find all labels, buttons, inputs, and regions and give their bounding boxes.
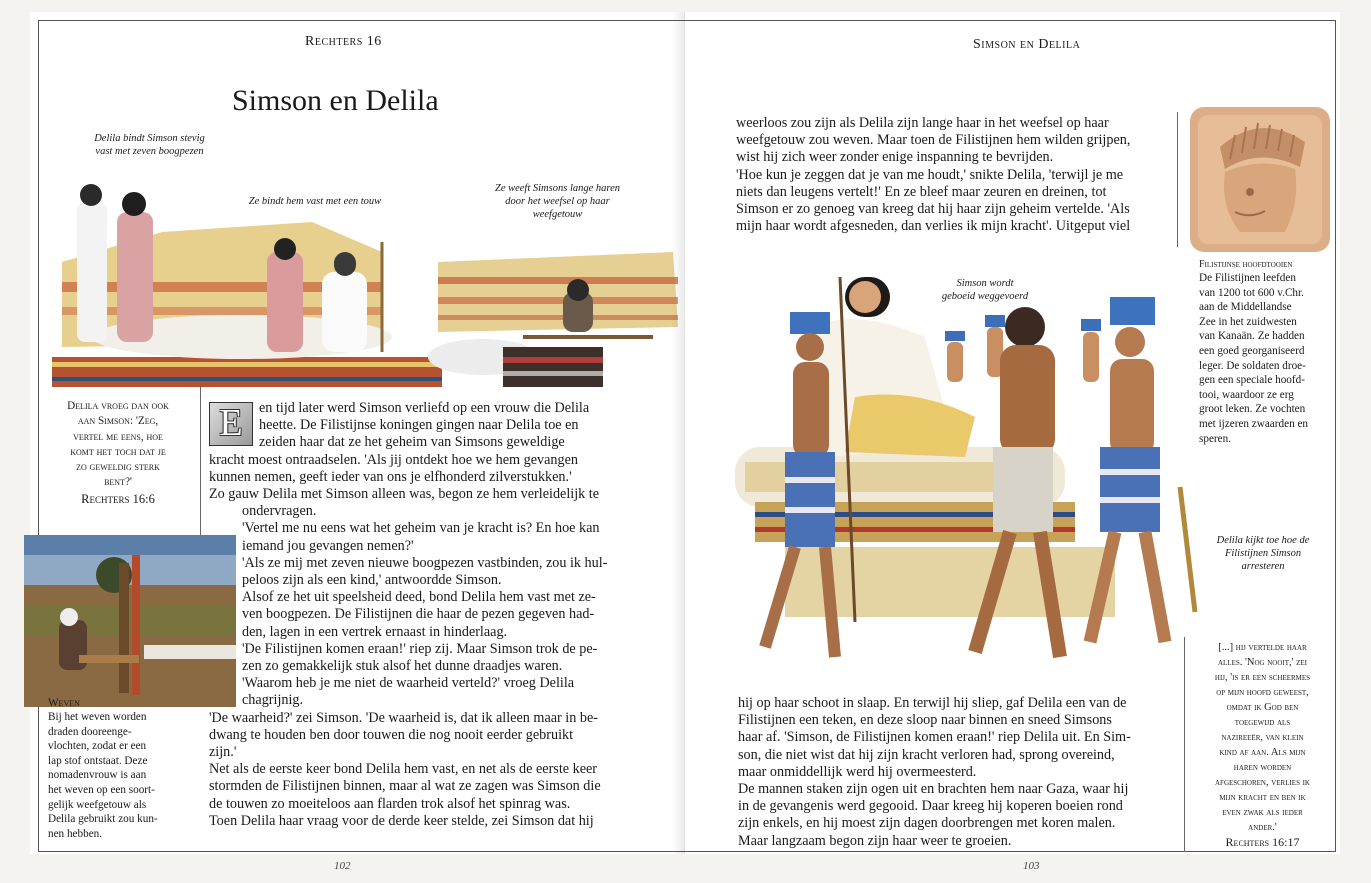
body-line: en tijd later werd Simson verliefd op een vrouw die Delila [259,400,590,416]
body-line: ondervragen. [242,503,317,520]
quote-line: komt het toch dat je [70,445,166,458]
right-body-bottom [738,695,1168,850]
headdress-sidebar [1199,258,1324,446]
body-line: weefgetouw zou weven. Maar toen de Filistijnen hem wilden grijpen, [736,132,1131,149]
quote-reference: Rechters 16:6 [81,491,155,506]
headdress-line: met ijzeren zwaarden en [1199,417,1309,430]
body-line: Alsof ze het uit speelsheid deed, bond Delila hem vast met ze- [242,589,596,606]
headdress-line: tooi, waardoor ze erg [1199,388,1294,401]
body-line: Maar langzaam begon zijn haar weer te groeien. [738,832,1012,849]
body-line: zeiden haar dat ze het geheim van Simsons geweldige [259,434,565,451]
body-line: son, die niet wist dat hij zijn kracht verloren had, sprong overeind, [738,746,1115,763]
weven-line: vlochten, zodat er een [48,740,147,753]
weven-line: lap stof ontstaat. Deze [48,754,148,767]
caption-delila-watches: Delila kijkt toe hoe de Filistijnen Simson arresteren [1216,535,1310,572]
illustration-arrest-scene [725,247,1215,682]
caption-simson-led-away: Simson wordt geboeid weggevoerd [941,278,1029,302]
headdress-line: Zee in het zuidwesten [1199,315,1297,328]
body-line: 'De waarheid?' zei Simson. 'De waarheid is, dat ik alleen maar in be- [209,709,599,726]
body-line: Filistijnen een teken, en deze sloop naar binnen en sneed Simsons [738,712,1112,729]
quote-line: op mijn hoofd geweest, [1216,687,1309,698]
body-line: Zo gauw Delila met Simson alleen was, begon ze hem verleidelijk te [209,486,600,503]
weven-line: Delila gebruikt zou kun- [48,813,158,826]
body-line: dwang te houden ben door touwen die nog nooit eerder gebruikt [209,726,574,743]
body-line: 'Vertel me nu eens wat het geheim van je kracht is? En hoe kan [242,520,600,537]
headdress-line: speren. [1199,432,1231,445]
quote-rule-right [1184,637,1185,852]
quote-line: toegewijd als [1234,717,1291,728]
body-line: kracht moest ontraadselen. 'Als jij ontdekt hoe we hem gevangen [209,451,578,468]
right-body-top [736,115,1166,235]
quote-line: even zwak als ieder [1222,807,1303,818]
left-running-head: Rechters 16 [305,34,382,49]
quote-right [1190,640,1335,850]
weven-line: het weven op een soort- [48,783,155,796]
page-title: Simson en Delila [232,84,439,117]
quote-line: afgeschoren, verlies ik [1215,777,1310,788]
quote-line: hij, 'is er een scheermes [1214,672,1311,683]
headdress-line: van 1200 tot 600 v.Chr. [1199,286,1304,299]
quote-line: Delila vroeg dan ook [67,400,169,412]
body-line: stormden de Filistijnen binnen, maar al wat ze zagen was Simson die [209,778,601,795]
body-line: den, lagen in een vertrek ernaast in hinderlaag. [242,623,508,640]
headdress-line: een goed georganiseerd [1199,344,1305,357]
body-line: ven boogpezen. De Filistijnen die haar de pezen gegeven had- [242,606,595,623]
body-line: heette. De Filistijnse koningen gingen naar Delila toe en [259,417,579,434]
body-line: De mannen staken zijn ogen uit en brachten hem naar Gaza, waar hij [738,781,1129,798]
body-line: chagrijnig. [242,692,304,709]
left-body-text [209,400,649,830]
quote-line: haren worden [1233,762,1292,773]
left-page-number: 102 [334,860,351,872]
body-line: kunnen nemen, geeft ieder van ons je elfhonderd zilverstukken.' [209,468,572,485]
body-line: Simson er zo genoeg van kreeg dat hij haar zijn geheim vertelde. 'Als [736,201,1130,218]
weven-line: Bij het weven worden [48,711,147,723]
quote-line: aan Simson: 'Zeg, [77,415,159,428]
headdress-line: leger. De soldaten droe- [1199,359,1306,372]
body-line: Net als de eerste keer bond Delila hem vast, en net als de eerste keer [209,761,598,778]
quote-line: [...] hij vertelde haar [1218,642,1307,653]
body-line: hij op haar schoot in slaap. En terwijl hij sliep, gaf Delila een van de [738,695,1127,711]
body-line: zijn.' [209,744,237,761]
illustration-weaving-scene [423,237,683,397]
body-line: mijn haar wordt afgesneden, dan verlies ik mijn kracht'. Uitgeput viel [736,218,1131,235]
caption-rope: Ze bindt hem vast met een touw [248,196,382,207]
body-line: weerloos zou zijn als Delila zijn lange haar in het weefsel op haar [736,115,1109,131]
weven-line: nomadenvrouw is aan [48,769,147,782]
body-line: 'Hoe kun je zeggen dat je van me houdt,' snikte Delila, 'terwijl je me [736,166,1124,183]
right-running-head: Simson en Delila [973,37,1081,52]
quote-line: ander.' [1248,822,1277,833]
quote-reference: Rechters 16:17 [1225,835,1300,849]
body-line: zijn enkels, en hij moest zijn dagen doorbrengen met koren malen. [738,815,1116,832]
weven-sidebar [48,697,178,841]
headdress-line: gen een speciale hoofd- [1199,374,1305,387]
drop-cap: E [209,402,253,446]
quote-line: bent?' [104,476,132,489]
quote-line: vertel me eens, hoe [73,430,163,443]
body-line: 'Als ze mij met zeven nieuwe boogpezen vastbinden, zou ik hul- [242,554,608,571]
weven-heading: Weven [48,697,80,709]
body-line: peloos zijn als een kind,' antwoordde Simson. [242,572,502,589]
headdress-line: De Filistijnen leefden [1199,272,1296,284]
headdress-line: groot leken. Ze vochten [1199,403,1306,416]
sidebar-rule-top [1177,112,1178,247]
body-line: iemand jou gevangen nemen?' [242,537,414,554]
body-line: 'Waarom heb je me niet de waarheid verteld?' vroeg Delila [242,675,575,692]
right-page [685,12,1340,872]
body-line: wist hij zich weer zonder enige inspanning te bevrijden. [736,149,1054,166]
quote-left [48,399,188,507]
weven-line: gelijk weefgetouw als [48,798,147,811]
body-line: niets dan leugens vertelt!' En ze bleef maar zeuren en dreinen, tot [736,183,1107,200]
illustration-binding-scene [22,172,442,392]
right-page-number: 103 [1023,860,1040,872]
weven-line: nen hebben. [48,827,103,840]
photo-nomad-weaving [24,535,236,707]
body-line: in de gevangenis werd gegooid. Daar kreeg hij koperen boeien rond [738,798,1123,815]
headdress-heading: Filistijnse hoofdtooien [1199,259,1293,270]
quote-line: mijn kracht en ben ik [1219,792,1306,803]
illustration-headdress-relief [1190,107,1330,252]
left-page [30,12,685,872]
body-line: Toen Delila haar vraag voor de derde keer stelde, zei Simson dat hij [209,812,594,829]
headdress-line: aan de Middellandse [1199,301,1292,314]
body-line: zen zo gemakkelijk stuk alsof het dunne draadjes waren. [242,658,563,675]
weven-line: draden dooreenge- [48,725,132,738]
quote-line: omdat ik God ben [1226,702,1299,713]
quote-line: alles. 'Nog nooit,' zei [1217,657,1308,668]
quote-line: kind af aan. Als mijn [1219,747,1306,758]
quote-line: zo geweldig sterk [76,461,160,474]
quote-line: nazireeër, van klein [1221,732,1304,743]
body-line: haar af. 'Simson, de Filistijnen komen eraan!' riep Delila uit. En Sim- [738,729,1131,746]
caption-delila-binds-simson: Delila bindt Simson stevig vast met zeven boogpezen [94,133,205,157]
caption-weaving-hair: Ze weeft Simsons lange haren door het weefsel op haar weefgetouw [494,183,620,220]
body-line: maar onmiddellijk werd hij overmeesterd. [738,763,977,780]
headdress-line: van Kanaän. Ze hadden [1199,330,1305,343]
body-line: de touwen zo moeiteloos aan flarden trok alsof het spinrag was. [209,795,571,812]
body-line: 'De Filistijnen komen eraan!' riep zij. Maar Simson trok de pe- [242,640,598,657]
